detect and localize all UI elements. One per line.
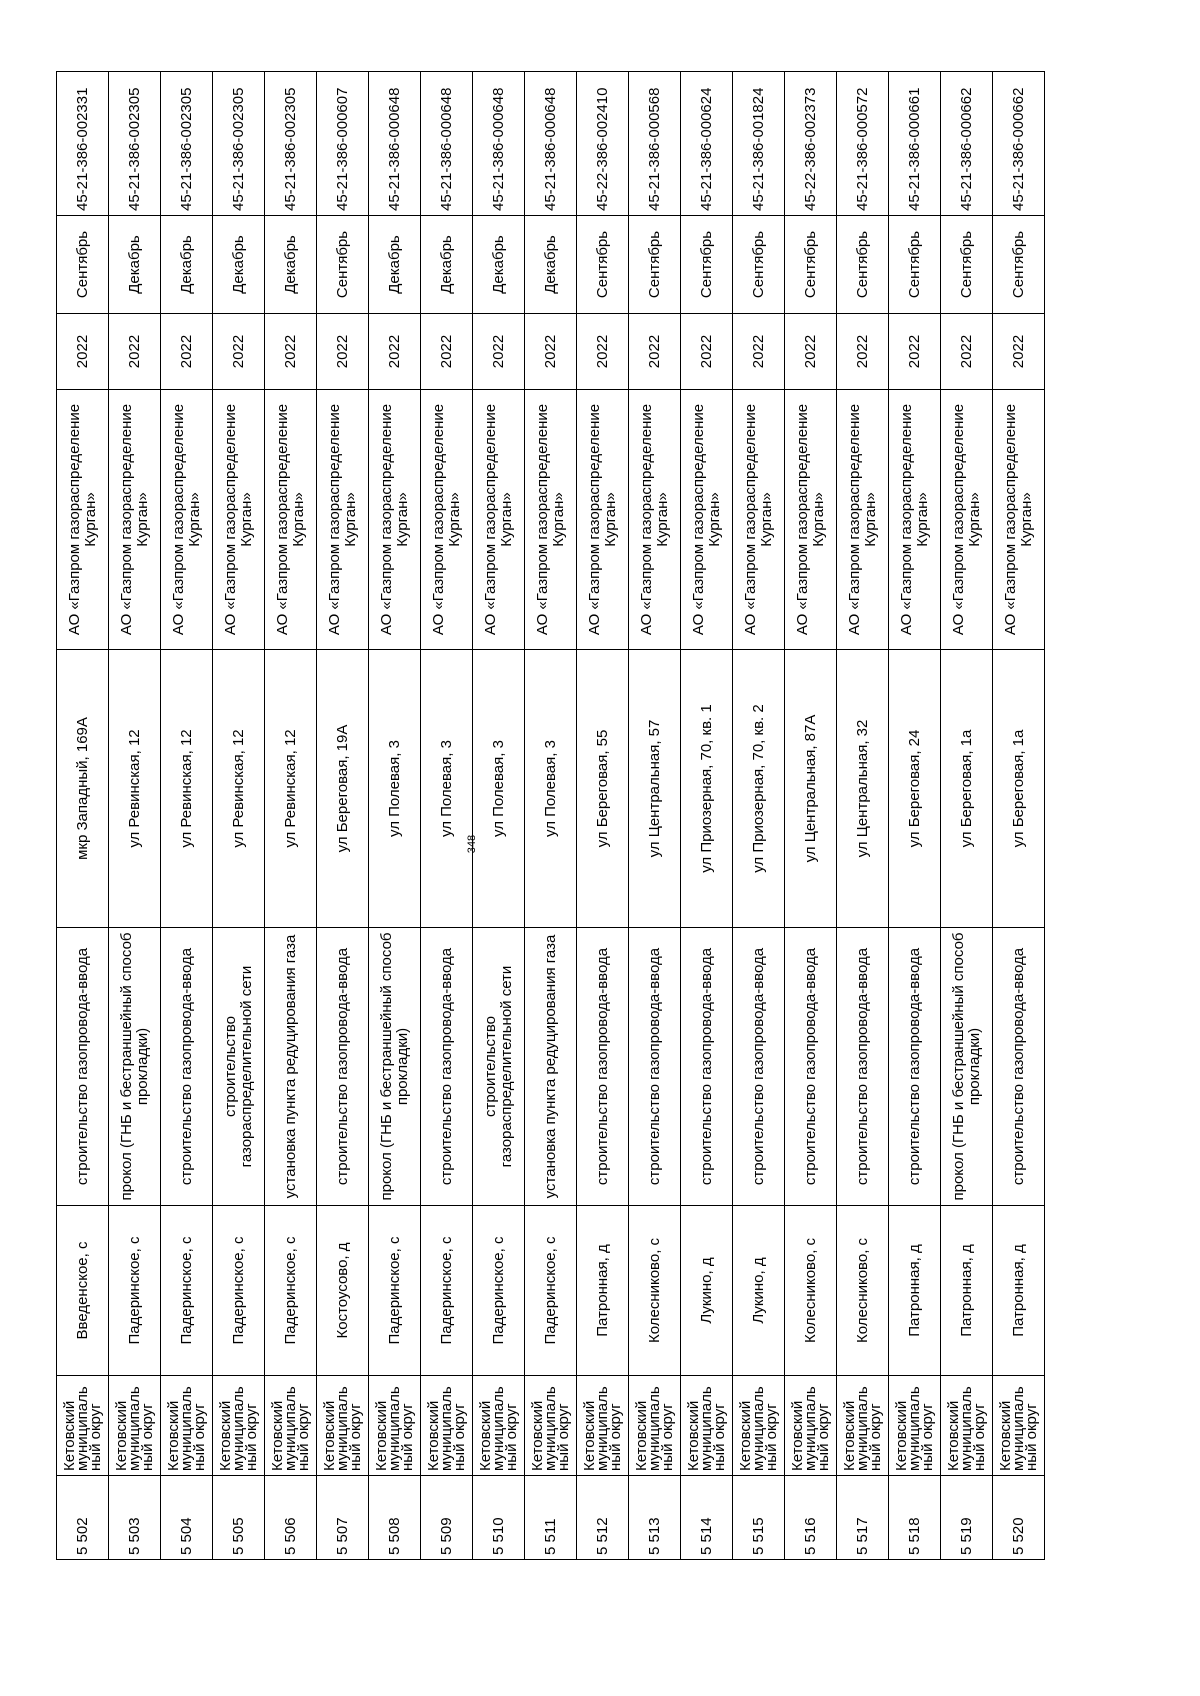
year-cell: 2022 (317, 314, 369, 390)
organization-cell: АО «Газпром газораспределение Курган» (369, 390, 421, 650)
locality-cell: Падеринское, с (473, 1206, 525, 1376)
organization-cell: АО «Газпром газораспределение Курган» (733, 390, 785, 650)
month-cell: Сентябрь (57, 216, 109, 314)
organization-cell: АО «Газпром газораспределение Курган» (525, 390, 577, 650)
table-row (57, 72, 109, 1560)
address-cell: ул Центральная, 57 (629, 650, 681, 928)
month-cell: Сентябрь (993, 216, 1045, 314)
registration-number-cell: 45-21-386-000648 (369, 72, 421, 216)
district-cell: Кетовский муниципальный округ (941, 1376, 993, 1476)
table-row (317, 72, 369, 1560)
table-row (889, 72, 941, 1560)
address-cell: мкр Западный, 169А (57, 650, 109, 928)
organization-cell: АО «Газпром газораспределение Курган» (109, 390, 161, 650)
year-cell: 2022 (213, 314, 265, 390)
locality-cell: Патронная, д (889, 1206, 941, 1376)
row-number-cell: 5 511 (525, 1476, 577, 1560)
row-number-cell: 5 507 (317, 1476, 369, 1560)
year-cell: 2022 (473, 314, 525, 390)
registration-number-cell: 45-22-386-002410 (577, 72, 629, 216)
month-cell: Декабрь (473, 216, 525, 314)
row-number-cell: 5 508 (369, 1476, 421, 1560)
locality-cell: Падеринское, с (161, 1206, 213, 1376)
work-type-cell: строительство газопровода-ввода (57, 928, 109, 1206)
year-cell: 2022 (889, 314, 941, 390)
registration-number-cell: 45-22-386-002373 (785, 72, 837, 216)
registration-number-cell: 45-21-386-000624 (681, 72, 733, 216)
address-cell: ул Береговая, 19А (317, 650, 369, 928)
district-cell: Кетовский муниципальный округ (889, 1376, 941, 1476)
row-number-cell: 5 513 (629, 1476, 681, 1560)
row-number-cell: 5 512 (577, 1476, 629, 1560)
month-cell: Декабрь (161, 216, 213, 314)
work-type-cell: строительство газопровода-ввода (889, 928, 941, 1206)
month-cell: Сентябрь (837, 216, 889, 314)
registration-number-cell: 45-21-386-000661 (889, 72, 941, 216)
district-cell: Кетовский муниципальный округ (265, 1376, 317, 1476)
district-cell: Кетовский муниципальный округ (733, 1376, 785, 1476)
locality-cell: Патронная, д (577, 1206, 629, 1376)
locality-cell: Введенское, с (57, 1206, 109, 1376)
register-table (56, 71, 1045, 1560)
address-cell: ул Ревинская, 12 (109, 650, 161, 928)
organization-cell: АО «Газпром газораспределение Курган» (889, 390, 941, 650)
address-cell: ул Центральная, 87А (785, 650, 837, 928)
registration-number-cell: 45-21-386-000662 (993, 72, 1045, 216)
locality-cell: Колесниково, с (785, 1206, 837, 1376)
month-cell: Декабрь (265, 216, 317, 314)
district-cell: Кетовский муниципальный округ (837, 1376, 889, 1476)
month-cell: Сентябрь (941, 216, 993, 314)
work-type-cell: строительство газопровода-ввода (161, 928, 213, 1206)
district-cell: Кетовский муниципальный округ (317, 1376, 369, 1476)
registration-number-cell: 45-21-386-000648 (421, 72, 473, 216)
table-row (733, 72, 785, 1560)
organization-cell: АО «Газпром газораспределение Курган» (577, 390, 629, 650)
locality-cell: Лукино, д (681, 1206, 733, 1376)
row-number-cell: 5 519 (941, 1476, 993, 1560)
month-cell: Декабрь (525, 216, 577, 314)
table-container (56, 72, 1040, 1560)
address-cell: ул Полевая, 3 (525, 650, 577, 928)
registration-number-cell: 45-21-386-000568 (629, 72, 681, 216)
table-row (525, 72, 577, 1560)
table-row (265, 72, 317, 1560)
month-cell: Сентябрь (785, 216, 837, 314)
locality-cell: Колесниково, с (837, 1206, 889, 1376)
locality-cell: Патронная, д (941, 1206, 993, 1376)
year-cell: 2022 (681, 314, 733, 390)
row-number-cell: 5 517 (837, 1476, 889, 1560)
row-number-cell: 5 504 (161, 1476, 213, 1560)
address-cell: ул Ревинская, 12 (161, 650, 213, 928)
registration-number-cell: 45-21-386-000648 (473, 72, 525, 216)
year-cell: 2022 (57, 314, 109, 390)
registration-number-cell: 45-21-386-002305 (265, 72, 317, 216)
year-cell: 2022 (941, 314, 993, 390)
table-row (161, 72, 213, 1560)
organization-cell: АО «Газпром газораспределение Курган» (473, 390, 525, 650)
year-cell: 2022 (265, 314, 317, 390)
locality-cell: Падеринское, с (213, 1206, 265, 1376)
organization-cell: АО «Газпром газораспределение Курган» (993, 390, 1045, 650)
work-type-cell: строительство газопровода-ввода (317, 928, 369, 1206)
organization-cell: АО «Газпром газораспределение Курган» (941, 390, 993, 650)
registration-number-cell: 45-21-386-000662 (941, 72, 993, 216)
year-cell: 2022 (161, 314, 213, 390)
work-type-cell: строительство газопровода-ввода (837, 928, 889, 1206)
registration-number-cell: 45-21-386-000648 (525, 72, 577, 216)
district-cell: Кетовский муниципальный округ (785, 1376, 837, 1476)
organization-cell: АО «Газпром газораспределение Курган» (213, 390, 265, 650)
work-type-cell: установка пункта редуцирования газа (525, 928, 577, 1206)
organization-cell: АО «Газпром газораспределение Курган» (785, 390, 837, 650)
table-body (57, 72, 1045, 1560)
table-row (941, 72, 993, 1560)
locality-cell: Колесниково, с (629, 1206, 681, 1376)
month-cell: Сентябрь (733, 216, 785, 314)
row-number-cell: 5 514 (681, 1476, 733, 1560)
row-number-cell: 5 516 (785, 1476, 837, 1560)
year-cell: 2022 (993, 314, 1045, 390)
registration-number-cell: 45-21-386-000607 (317, 72, 369, 216)
district-cell: Кетовский муниципальный округ (525, 1376, 577, 1476)
month-cell: Декабрь (109, 216, 161, 314)
row-number-cell: 5 503 (109, 1476, 161, 1560)
district-cell: Кетовский муниципальный округ (577, 1376, 629, 1476)
month-cell: Декабрь (421, 216, 473, 314)
registration-number-cell: 45-21-386-000572 (837, 72, 889, 216)
registration-number-cell: 45-21-386-002305 (109, 72, 161, 216)
locality-cell: Падеринское, с (369, 1206, 421, 1376)
locality-cell: Падеринское, с (421, 1206, 473, 1376)
address-cell: ул Береговая, 1а (941, 650, 993, 928)
organization-cell: АО «Газпром газораспределение Курган» (57, 390, 109, 650)
locality-cell: Костоусово, д (317, 1206, 369, 1376)
organization-cell: АО «Газпром газораспределение Курган» (681, 390, 733, 650)
work-type-cell: строительство газопровода-ввода (733, 928, 785, 1206)
locality-cell: Падеринское, с (265, 1206, 317, 1376)
row-number-cell: 5 506 (265, 1476, 317, 1560)
month-cell: Декабрь (213, 216, 265, 314)
registration-number-cell: 45-21-386-002305 (213, 72, 265, 216)
year-cell: 2022 (629, 314, 681, 390)
district-cell: Кетовский муниципальный округ (161, 1376, 213, 1476)
page-number: 348 (466, 834, 478, 854)
row-number-cell: 5 510 (473, 1476, 525, 1560)
work-type-cell: строительство газопровода-ввода (577, 928, 629, 1206)
row-number-cell: 5 505 (213, 1476, 265, 1560)
registration-number-cell: 45-21-386-001824 (733, 72, 785, 216)
work-type-cell: прокол (ГНБ и бестраншейный способ прокладки) (109, 928, 161, 1206)
organization-cell: АО «Газпром газораспределение Курган» (317, 390, 369, 650)
address-cell: ул Приозерная, 70, кв. 1 (681, 650, 733, 928)
work-type-cell: прокол (ГНБ и бестраншейный способ прокладки) (369, 928, 421, 1206)
work-type-cell: строительство газораспределительной сети (213, 928, 265, 1206)
address-cell: ул Ревинская, 12 (213, 650, 265, 928)
locality-cell: Падеринское, с (525, 1206, 577, 1376)
year-cell: 2022 (369, 314, 421, 390)
district-cell: Кетовский муниципальный округ (681, 1376, 733, 1476)
row-number-cell: 5 509 (421, 1476, 473, 1560)
district-cell: Кетовский муниципальный округ (993, 1376, 1045, 1476)
work-type-cell: строительство газопровода-ввода (993, 928, 1045, 1206)
work-type-cell: строительство газопровода-ввода (629, 928, 681, 1206)
table-row (369, 72, 421, 1560)
year-cell: 2022 (109, 314, 161, 390)
district-cell: Кетовский муниципальный округ (213, 1376, 265, 1476)
row-number-cell: 5 515 (733, 1476, 785, 1560)
district-cell: Кетовский муниципальный округ (473, 1376, 525, 1476)
work-type-cell: установка пункта редуцирования газа (265, 928, 317, 1206)
district-cell: Кетовский муниципальный округ (629, 1376, 681, 1476)
year-cell: 2022 (785, 314, 837, 390)
work-type-cell: строительство газопровода-ввода (421, 928, 473, 1206)
organization-cell: АО «Газпром газораспределение Курган» (837, 390, 889, 650)
organization-cell: АО «Газпром газораспределение Курган» (161, 390, 213, 650)
month-cell: Сентябрь (577, 216, 629, 314)
district-cell: Кетовский муниципальный округ (57, 1376, 109, 1476)
table-row (473, 72, 525, 1560)
registration-number-cell: 45-21-386-002305 (161, 72, 213, 216)
address-cell: ул Полевая, 3 (473, 650, 525, 928)
address-cell: ул Приозерная, 70, кв. 2 (733, 650, 785, 928)
table-row (837, 72, 889, 1560)
table-row (785, 72, 837, 1560)
work-type-cell: прокол (ГНБ и бестраншейный способ прокладки) (941, 928, 993, 1206)
year-cell: 2022 (733, 314, 785, 390)
row-number-cell: 5 518 (889, 1476, 941, 1560)
year-cell: 2022 (837, 314, 889, 390)
registration-number-cell: 45-21-386-002331 (57, 72, 109, 216)
organization-cell: АО «Газпром газораспределение Курган» (265, 390, 317, 650)
address-cell: ул Полевая, 3 (369, 650, 421, 928)
month-cell: Сентябрь (317, 216, 369, 314)
address-cell: ул Ревинская, 12 (265, 650, 317, 928)
district-cell: Кетовский муниципальный округ (109, 1376, 161, 1476)
year-cell: 2022 (421, 314, 473, 390)
organization-cell: АО «Газпром газораспределение Курган» (629, 390, 681, 650)
address-cell: ул Центральная, 32 (837, 650, 889, 928)
table-row (629, 72, 681, 1560)
locality-cell: Падеринское, с (109, 1206, 161, 1376)
work-type-cell: строительство газопровода-ввода (785, 928, 837, 1206)
table-row (213, 72, 265, 1560)
locality-cell: Лукино, д (733, 1206, 785, 1376)
table-row (109, 72, 161, 1560)
address-cell: ул Береговая, 55 (577, 650, 629, 928)
district-cell: Кетовский муниципальный округ (369, 1376, 421, 1476)
table-row (577, 72, 629, 1560)
year-cell: 2022 (577, 314, 629, 390)
year-cell: 2022 (525, 314, 577, 390)
district-cell: Кетовский муниципальный округ (421, 1376, 473, 1476)
month-cell: Сентябрь (889, 216, 941, 314)
row-number-cell: 5 502 (57, 1476, 109, 1560)
row-number-cell: 5 520 (993, 1476, 1045, 1560)
month-cell: Декабрь (369, 216, 421, 314)
table-row (993, 72, 1045, 1560)
address-cell: ул Береговая, 24 (889, 650, 941, 928)
table-row (421, 72, 473, 1560)
work-type-cell: строительство газораспределительной сети (473, 928, 525, 1206)
organization-cell: АО «Газпром газораспределение Курган» (421, 390, 473, 650)
locality-cell: Патронная, д (993, 1206, 1045, 1376)
address-cell: ул Береговая, 1а (993, 650, 1045, 928)
address-cell: ул Полевая, 3 (421, 650, 473, 928)
month-cell: Сентябрь (681, 216, 733, 314)
table-row (681, 72, 733, 1560)
work-type-cell: строительство газопровода-ввода (681, 928, 733, 1206)
month-cell: Сентябрь (629, 216, 681, 314)
